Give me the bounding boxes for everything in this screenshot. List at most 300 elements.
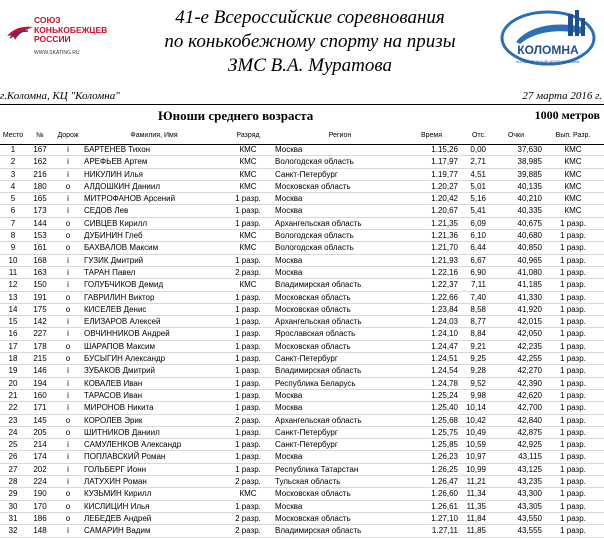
cell-achieved-rank: 1 разр. xyxy=(560,243,586,253)
table-row xyxy=(0,292,604,304)
cell-achieved-rank: 1 разр. xyxy=(560,231,586,241)
cell-achieved-rank: 1 разр. xyxy=(560,280,586,290)
cell-rank: КМС xyxy=(239,280,257,290)
cell-lane: o xyxy=(65,231,71,241)
cell-rank: КМС xyxy=(239,169,257,179)
cell-region: Владимирская область xyxy=(275,526,362,536)
cell-time: 1.21,36 xyxy=(431,231,458,241)
cell-number: 160 xyxy=(33,390,47,400)
cell-rank: КМС xyxy=(239,489,257,499)
cell-gap: 6,90 xyxy=(470,267,486,277)
header-divider xyxy=(0,104,604,105)
cell-gap: 4,51 xyxy=(470,169,486,179)
cell-achieved-rank: КМС xyxy=(564,169,582,179)
cell-time: 1.25,68 xyxy=(431,415,458,425)
cell-number: 173 xyxy=(33,206,47,216)
cell-region: Архангельская область xyxy=(275,317,362,327)
cell-number: 224 xyxy=(33,477,47,487)
cell-gap: 10,59 xyxy=(465,440,486,450)
cell-time: 1.24,78 xyxy=(431,378,458,388)
cell-gap: 10,99 xyxy=(465,464,486,474)
cell-points: 40,210 xyxy=(517,194,542,204)
cell-place: 22 xyxy=(8,403,18,413)
cell-name: КОРОЛЕВ Эрик xyxy=(84,415,143,425)
cell-achieved-rank: 1 разр. xyxy=(560,501,586,511)
cell-achieved-rank: 1 разр. xyxy=(560,354,586,364)
cell-region: Вологодская область xyxy=(275,157,354,167)
cell-place: 12 xyxy=(8,280,18,290)
cell-points: 42,620 xyxy=(517,390,542,400)
cell-time: 1.26,61 xyxy=(431,501,458,511)
kolomna-logo-caption: КОНЬКОБЕЖНЫЙ ЦЕНТР КОЛОМНА xyxy=(516,60,580,64)
table-row xyxy=(0,427,604,439)
cell-region: Ярославская область xyxy=(275,329,356,339)
cell-rank: 1 разр. xyxy=(235,317,261,327)
cell-place: 3 xyxy=(10,169,16,179)
cell-region: Москва xyxy=(275,206,303,216)
cell-time: 1.20,42 xyxy=(431,194,458,204)
cell-gap: 10,49 xyxy=(465,427,486,437)
cell-place: 29 xyxy=(8,489,18,499)
table-row xyxy=(0,242,604,254)
cell-achieved-rank: 1 разр. xyxy=(560,427,586,437)
cell-place: 24 xyxy=(8,427,18,437)
cell-place: 21 xyxy=(8,390,18,400)
cell-points: 41,330 xyxy=(517,292,542,302)
cell-points: 40,850 xyxy=(517,243,542,253)
cell-region: Москва xyxy=(275,452,303,462)
table-row xyxy=(0,328,604,340)
cell-rank: КМС xyxy=(239,231,257,241)
cell-lane: i xyxy=(67,317,69,327)
cell-achieved-rank: 1 разр. xyxy=(560,378,586,388)
cell-rank: 1 разр. xyxy=(235,378,261,388)
cell-lane: o xyxy=(65,354,71,364)
cell-region: Москва xyxy=(275,194,303,204)
cell-achieved-rank: 1 разр. xyxy=(560,440,586,450)
cell-lane: o xyxy=(65,292,71,302)
cell-rank: 1 разр. xyxy=(235,329,261,339)
cell-rank: 1 разр. xyxy=(235,427,261,437)
cell-name: МИРОНОВ Никита xyxy=(84,403,154,413)
cell-name: ЛАТУХИН Роман xyxy=(84,477,147,487)
table-row xyxy=(0,513,604,525)
cell-number: 190 xyxy=(33,489,47,499)
cell-lane: o xyxy=(65,181,71,191)
cell-rank: 1 разр. xyxy=(235,440,261,450)
col-lane: Дорож xyxy=(57,132,79,139)
table-row xyxy=(0,402,604,414)
cell-name: ГУЗИК Дмитрий xyxy=(84,255,144,265)
cell-time: 1.24,51 xyxy=(431,354,458,364)
cell-time: 1.25,40 xyxy=(431,403,458,413)
cell-rank: КМС xyxy=(239,157,257,167)
cell-time: 1.20,27 xyxy=(431,181,458,191)
cell-lane: i xyxy=(67,378,69,388)
cell-place: 9 xyxy=(10,243,16,253)
cell-achieved-rank: 1 разр. xyxy=(560,403,586,413)
cell-region: Архангельская область xyxy=(275,415,362,425)
cell-time: 1.25,75 xyxy=(431,427,458,437)
cell-lane: i xyxy=(67,267,69,277)
cell-number: 202 xyxy=(33,464,47,474)
cell-region: Москва xyxy=(275,255,303,265)
cell-number: 167 xyxy=(33,145,47,154)
cell-gap: 6,44 xyxy=(470,243,486,253)
cell-number: 174 xyxy=(33,452,47,462)
table-row xyxy=(0,279,604,291)
cell-place: 20 xyxy=(8,378,18,388)
cell-number: 148 xyxy=(33,526,47,536)
cell-achieved-rank: 1 разр. xyxy=(560,329,586,339)
col-gap: Отс. xyxy=(471,132,486,139)
union-logo-line3: РОССИИ xyxy=(34,34,71,44)
cell-lane: i xyxy=(67,403,69,413)
cell-name: ТАРАСОВ Иван xyxy=(84,390,143,400)
cell-rank: 1 разр. xyxy=(235,501,261,511)
cell-number: 162 xyxy=(33,157,47,167)
cell-time: 1.26,60 xyxy=(431,489,458,499)
cell-gap: 6,67 xyxy=(470,255,486,265)
cell-points: 43,115 xyxy=(518,452,542,462)
cell-number: 191 xyxy=(33,292,47,302)
cell-name: ГОЛУБЧИКОВ Демид xyxy=(84,280,164,290)
cell-achieved-rank: 1 разр. xyxy=(560,452,586,462)
cell-place: 2 xyxy=(10,157,16,167)
cell-rank: 1 разр. xyxy=(235,390,261,400)
cell-points: 40,135 xyxy=(517,181,542,191)
table-row xyxy=(0,156,604,168)
cell-name: ЛЕБЕДЕВ Андрей xyxy=(84,513,152,523)
cell-points: 40,965 xyxy=(517,255,542,265)
cell-rank: 1 разр. xyxy=(235,366,261,376)
cell-achieved-rank: 1 разр. xyxy=(560,218,586,228)
cell-region: Архангельская область xyxy=(275,218,362,228)
cell-points: 38,985 xyxy=(517,157,542,167)
cell-gap: 11,21 xyxy=(466,477,486,487)
cell-time: 1.24,03 xyxy=(431,317,458,327)
cell-name: ШАРАПОВ Максим xyxy=(84,341,156,351)
table-row xyxy=(0,169,604,181)
age-group-title: Юноши среднего возраста xyxy=(158,108,314,123)
cell-region: Владимирская область xyxy=(275,366,362,376)
cell-name: ТАРАН Павел xyxy=(84,267,136,277)
cell-time: 1.21,35 xyxy=(431,218,458,228)
cell-place: 18 xyxy=(8,354,18,364)
cell-place: 8 xyxy=(10,231,16,241)
cell-rank: 2 разр. xyxy=(235,513,261,523)
cell-lane: i xyxy=(67,526,69,536)
col-rank: Разряд xyxy=(236,132,260,139)
cell-gap: 10,14 xyxy=(465,403,486,413)
table-row xyxy=(0,193,604,205)
cell-time: 1.17,97 xyxy=(431,157,458,167)
table-row xyxy=(0,365,604,377)
cell-time: 1.26,25 xyxy=(431,464,458,474)
cell-region: Москва xyxy=(275,403,303,413)
cell-rank: КМС xyxy=(239,145,257,154)
cell-name: КОВАЛЕВ Иван xyxy=(84,378,143,388)
cell-rank: 1 разр. xyxy=(235,255,261,265)
kolomna-emblem-icon xyxy=(498,8,602,80)
cell-gap: 5,01 xyxy=(470,181,486,191)
cell-rank: 1 разр. xyxy=(235,218,261,228)
cell-achieved-rank: 1 разр. xyxy=(560,317,586,327)
cell-name: НИКУЛИН Илья xyxy=(84,169,144,179)
cell-time: 1.26,23 xyxy=(431,452,458,462)
cell-region: Москва xyxy=(275,501,303,511)
cell-name: ПОПЛАВСКИЙ Роман xyxy=(84,452,166,462)
cell-gap: 9,28 xyxy=(470,366,486,376)
cell-points: 40,675 xyxy=(517,218,542,228)
cell-rank: 1 разр. xyxy=(235,403,261,413)
cell-points: 43,555 xyxy=(517,526,542,536)
table-row xyxy=(0,488,604,500)
cell-gap: 7,11 xyxy=(471,280,486,290)
cell-name: ГОЛЬБЕРГ Ионн xyxy=(84,464,147,474)
cell-points: 41,920 xyxy=(517,304,542,314)
cell-lane: o xyxy=(65,501,71,511)
cell-region: Москва xyxy=(275,145,303,154)
table-row xyxy=(0,378,604,390)
cell-number: 153 xyxy=(33,231,47,241)
cell-place: 16 xyxy=(8,329,18,339)
union-logo-line1: СОЮЗ xyxy=(34,15,61,25)
cell-region: Вологодская область xyxy=(275,231,354,241)
cell-lane: o xyxy=(65,304,71,314)
cell-gap: 9,25 xyxy=(470,354,486,364)
cell-points: 42,390 xyxy=(517,378,542,388)
cell-time: 1.15,26 xyxy=(431,145,458,154)
cell-region: Владимирская область xyxy=(275,280,362,290)
cell-name: КИСЕЛЕВ Денис xyxy=(84,304,147,314)
cell-time: 1.26,47 xyxy=(431,477,458,487)
cell-achieved-rank: КМС xyxy=(564,194,582,204)
table-row xyxy=(0,144,604,156)
cell-name: ЕЛИЗАРОВ Алексей xyxy=(84,317,161,327)
cell-achieved-rank: КМС xyxy=(564,157,582,167)
cell-region: Санкт-Петербург xyxy=(275,169,338,179)
cell-region: Московская область xyxy=(275,304,351,314)
cell-name: ДУБИНИН Глеб xyxy=(84,231,143,241)
cell-number: 205 xyxy=(33,427,47,437)
cell-number: 214 xyxy=(33,440,47,450)
cell-lane: i xyxy=(67,390,69,400)
cell-achieved-rank: КМС xyxy=(564,206,582,216)
cell-rank: 2 разр. xyxy=(235,415,261,425)
cell-place: 23 xyxy=(8,415,18,425)
title-line3: ЗМС В.А. Муратова xyxy=(228,55,392,76)
cell-place: 5 xyxy=(10,194,16,204)
cell-region: Московская область xyxy=(275,181,351,191)
distance-label: 1000 метров xyxy=(534,108,600,122)
cell-name: СИВЦЕВ Кирилл xyxy=(84,218,148,228)
cell-region: Санкт-Петербург xyxy=(275,440,338,450)
cell-gap: 11,84 xyxy=(466,513,486,523)
cell-number: 215 xyxy=(33,354,47,364)
cell-number: 150 xyxy=(33,280,47,290)
cell-points: 40,335 xyxy=(517,206,542,216)
venue: г.Коломна, КЦ "Коломна" xyxy=(0,90,120,102)
cell-achieved-rank: 1 разр. xyxy=(560,513,586,523)
cell-name: МИТРОФАНОВ Арсений xyxy=(84,194,176,204)
cell-name: ГАВРИЛИН Виктор xyxy=(84,292,155,302)
cell-achieved-rank: 1 разр. xyxy=(560,267,586,277)
cell-place: 7 xyxy=(10,218,16,228)
cell-lane: i xyxy=(67,194,69,204)
cell-number: 144 xyxy=(33,218,47,228)
table-row xyxy=(0,316,604,328)
cell-time: 1.25,85 xyxy=(431,440,458,450)
cell-points: 43,305 xyxy=(517,501,542,511)
cell-lane: o xyxy=(65,489,71,499)
table-row xyxy=(0,415,604,427)
table-row xyxy=(0,341,604,353)
table-row xyxy=(0,501,604,513)
cell-achieved-rank: 1 разр. xyxy=(560,464,586,474)
cell-name: КУЗЬМИН Кирилл xyxy=(84,489,152,499)
cell-number: 178 xyxy=(33,341,47,351)
cell-lane: o xyxy=(65,415,71,425)
cell-points: 43,550 xyxy=(517,513,542,523)
cell-rank: 1 разр. xyxy=(235,194,261,204)
cell-number: 180 xyxy=(33,181,47,191)
title-line1: 41-е Всероссийские соревнования xyxy=(175,7,445,28)
cell-place: 6 xyxy=(10,206,16,216)
table-row xyxy=(0,267,604,279)
cell-region: Санкт-Петербург xyxy=(275,427,338,437)
cell-number: 165 xyxy=(33,194,47,204)
cell-points: 42,255 xyxy=(517,354,542,364)
table-row xyxy=(0,390,604,402)
cell-region: Республика Татарстан xyxy=(275,464,359,474)
cell-number: 194 xyxy=(33,378,47,388)
results-table-body xyxy=(0,144,604,538)
cell-rank: 1 разр. xyxy=(235,206,261,216)
cell-lane: i xyxy=(67,157,69,167)
cell-time: 1.21,93 xyxy=(431,255,458,265)
table-row xyxy=(0,439,604,451)
cell-points: 42,050 xyxy=(517,329,542,339)
kolomna-logo xyxy=(498,8,602,80)
cell-gap: 9,52 xyxy=(470,378,486,388)
col-achieved-rank: Вып. Разр. xyxy=(555,132,591,139)
col-region: Регион xyxy=(328,132,352,139)
cell-gap: 11,35 xyxy=(466,501,486,511)
cell-rank: 2 разр. xyxy=(235,526,261,536)
cell-region: Московская область xyxy=(275,341,351,351)
cell-points: 43,300 xyxy=(517,489,542,499)
cell-number: 145 xyxy=(33,415,47,425)
cell-name: АРЕФЬЕВ Артем xyxy=(84,157,148,167)
cell-region: Москва xyxy=(275,267,303,277)
cell-time: 1.27,10 xyxy=(431,513,458,523)
cell-rank: 2 разр. xyxy=(235,477,261,487)
table-row xyxy=(0,181,604,193)
cell-rank: 2 разр. xyxy=(235,267,261,277)
event-date: 27 марта 2016 г. xyxy=(522,90,602,102)
cell-region: Вологодская область xyxy=(275,243,354,253)
cell-points: 42,015 xyxy=(517,317,542,327)
cell-gap: 9,21 xyxy=(470,341,486,351)
cell-gap: 6,09 xyxy=(470,218,486,228)
cell-place: 15 xyxy=(8,317,18,327)
cell-number: 186 xyxy=(33,513,47,523)
cell-place: 25 xyxy=(8,440,18,450)
cell-gap: 0,00 xyxy=(470,145,486,154)
cell-gap: 10,97 xyxy=(465,452,486,462)
cell-name: САМУЛЕНКОВ Александр xyxy=(84,440,182,450)
cell-lane: i xyxy=(67,464,69,474)
cell-points: 42,235 xyxy=(517,341,542,351)
cell-place: 19 xyxy=(8,366,18,376)
cell-lane: i xyxy=(67,329,69,339)
cell-name: ЗУБАКОВ Дмитрий xyxy=(84,366,156,376)
cell-lane: i xyxy=(67,169,69,179)
cell-place: 27 xyxy=(8,464,18,474)
cell-points: 42,925 xyxy=(517,440,542,450)
cell-place: 4 xyxy=(10,181,16,191)
skater-bird-icon xyxy=(6,24,34,42)
table-row xyxy=(0,255,604,267)
cell-number: 146 xyxy=(33,366,47,376)
cell-place: 1 xyxy=(10,145,16,154)
cell-region: Москва xyxy=(275,390,303,400)
cell-achieved-rank: 1 разр. xyxy=(560,304,586,314)
cell-lane: o xyxy=(65,513,71,523)
cell-gap: 6,10 xyxy=(470,231,486,241)
cell-name: САМАРИН Вадим xyxy=(84,526,151,536)
cell-points: 43,125 xyxy=(517,464,542,474)
cell-achieved-rank: 1 разр. xyxy=(560,292,586,302)
col-name: Фамилия, Имя xyxy=(130,132,178,139)
col-points: Очки xyxy=(507,132,525,139)
cell-lane: o xyxy=(65,218,71,228)
cell-lane: i xyxy=(67,206,69,216)
table-row xyxy=(0,230,604,242)
cell-points: 42,270 xyxy=(517,366,542,376)
cell-points: 37,630 xyxy=(517,145,542,154)
cell-name: ОВЧИННИКОВ Андрей xyxy=(84,329,170,339)
cell-time: 1.24,54 xyxy=(431,366,458,376)
cell-gap: 10,42 xyxy=(465,415,486,425)
cell-place: 31 xyxy=(8,513,18,523)
cell-place: 10 xyxy=(8,255,18,265)
cell-rank: 1 разр. xyxy=(235,354,261,364)
cell-lane: i xyxy=(67,145,69,154)
cell-gap: 8,84 xyxy=(470,329,486,339)
cell-achieved-rank: 1 разр. xyxy=(560,390,586,400)
event-title xyxy=(160,6,460,78)
cell-gap: 11,34 xyxy=(466,489,486,499)
cell-gap: 5,16 xyxy=(470,194,486,204)
cell-name: АЛДОШКИН Даниил xyxy=(84,181,161,191)
cell-name: КИСЛИЦИН Илья xyxy=(84,501,150,511)
table-row xyxy=(0,218,604,230)
table-row xyxy=(0,451,604,463)
cell-name: СЕДОВ Лев xyxy=(84,206,129,216)
cell-place: 17 xyxy=(8,341,18,351)
cell-achieved-rank: КМС xyxy=(564,145,582,154)
cell-achieved-rank: 1 разр. xyxy=(560,526,586,536)
union-logo xyxy=(4,6,154,68)
cell-achieved-rank: 1 разр. xyxy=(560,415,586,425)
cell-region: Тульская область xyxy=(275,477,341,487)
cell-time: 1.25,24 xyxy=(431,390,458,400)
cell-lane: o xyxy=(65,341,71,351)
cell-gap: 8,58 xyxy=(470,304,486,314)
cell-rank: 1 разр. xyxy=(235,341,261,351)
